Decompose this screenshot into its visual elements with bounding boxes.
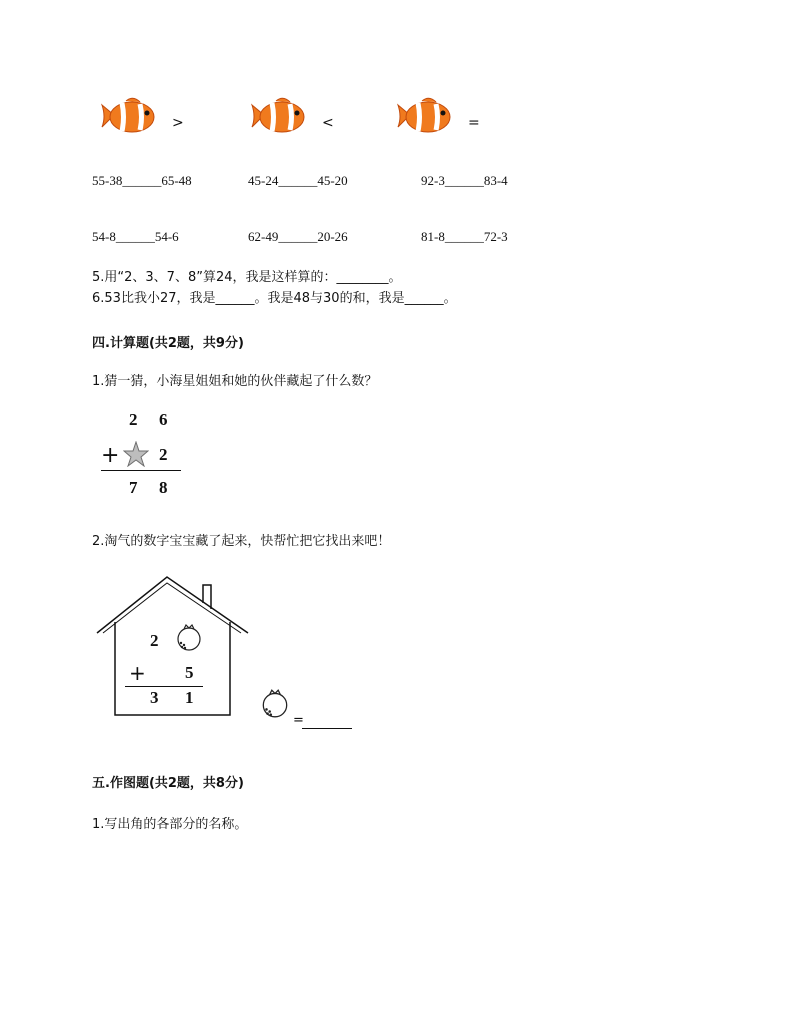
- result-tens: 7: [129, 478, 138, 497]
- pomegranate-icon: [173, 621, 205, 653]
- digit-ones: 5: [185, 663, 194, 682]
- clownfish-icon: [250, 95, 308, 139]
- equals-sign: =: [293, 713, 304, 728]
- compare-item: 92-3______83-4: [421, 173, 508, 188]
- digit-ones: 6: [159, 410, 168, 429]
- sum-line: [101, 470, 181, 471]
- section-5-title: 五.作图题(共2题，共8分): [92, 776, 244, 791]
- house-diagram: [95, 575, 365, 735]
- result-ones: 8: [159, 478, 168, 497]
- digit-ones: 2: [159, 445, 168, 464]
- question-6: 6.53比我小27，我是______。我是48与30的和，我是______。: [92, 291, 457, 306]
- sum-line: [125, 686, 203, 687]
- digit-tens: 2: [150, 631, 159, 650]
- result-tens: 3: [150, 688, 159, 707]
- plus-sign: +: [129, 661, 146, 685]
- fish-row: [100, 95, 520, 145]
- pomegranate-icon: [258, 686, 292, 720]
- section-4-title: 四.计算题(共2题，共9分): [92, 336, 244, 351]
- clownfish-icon: [100, 95, 158, 139]
- section-5-q1-text: 1.写出角的各部分的名称。: [92, 817, 248, 832]
- compare-item: 62-49______20-26: [248, 229, 348, 244]
- compare-item: 81-8______72-3: [421, 229, 508, 244]
- compare-item: 55-38______65-48: [92, 173, 192, 188]
- answer-blank: [302, 728, 352, 729]
- plus-sign: +: [101, 443, 120, 468]
- digit-tens: 2: [129, 410, 138, 429]
- compare-item: 45-24______45-20: [248, 173, 348, 188]
- clownfish-icon: [396, 95, 454, 139]
- question-5: 5.用“2、3、7、8”算24，我是这样算的：________。: [92, 270, 402, 285]
- greater-than-symbol: >: [172, 115, 184, 131]
- section-4-q2-text: 2.淘气的数字宝宝藏了起来，快帮忙把它找出来吧！: [92, 534, 391, 549]
- section-4-q1-text: 1.猜一猜，小海星姐姐和她的伙伴藏起了什么数？: [92, 374, 378, 389]
- compare-item: 54-8______54-6: [92, 229, 179, 244]
- addition-problem-1: [95, 405, 195, 505]
- less-than-symbol: <: [322, 115, 334, 131]
- starfish-icon: [123, 441, 149, 467]
- result-ones: 1: [185, 688, 194, 707]
- equals-symbol: =: [468, 115, 480, 131]
